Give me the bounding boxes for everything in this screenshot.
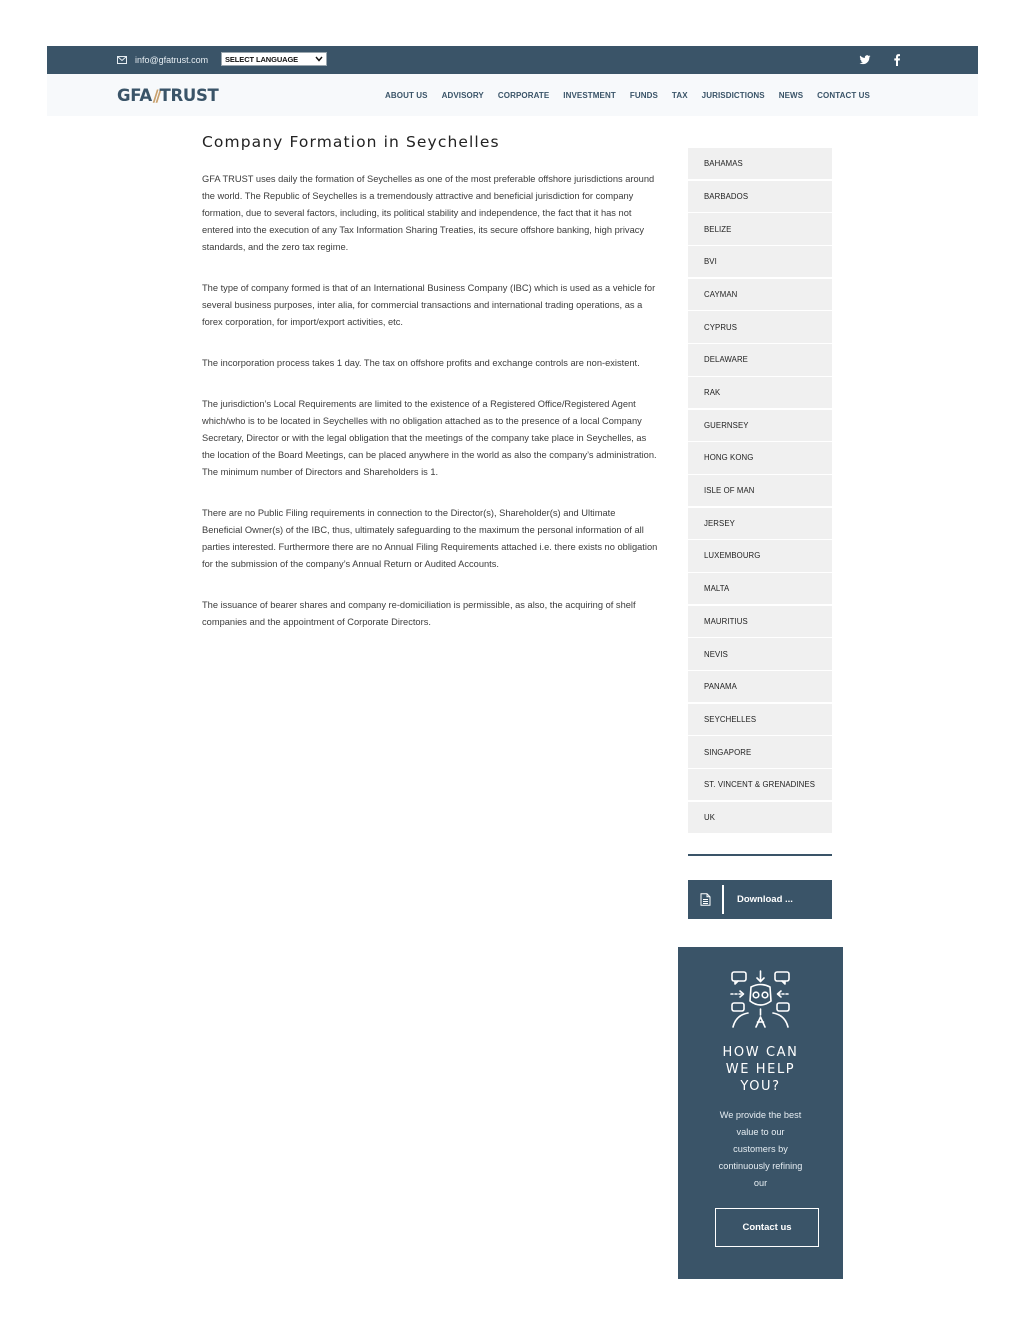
sidebar-divider <box>688 854 832 856</box>
logo-text-left: GFA <box>117 85 152 105</box>
jurisdiction-item[interactable]: GUERNSEY <box>688 410 832 441</box>
jurisdiction-item[interactable]: MALTA <box>688 573 832 604</box>
nav-tax[interactable]: TAX <box>671 90 688 100</box>
facebook-link[interactable] <box>893 53 901 71</box>
help-title: HOW CAN WE HELP YOU? <box>722 1045 799 1094</box>
main-header <box>47 74 978 116</box>
paragraph: The type of company formed is that of an International Business Company (IBC) which is used as a vehicle for several business purposes, inter alia, for commercial transactions and international trading operations, as a forex corporation, for import/export activities, etc. <box>202 283 656 327</box>
jurisdiction-item[interactable]: NEVIS <box>688 638 832 669</box>
jurisdiction-item[interactable]: CAYMAN <box>688 279 832 310</box>
jurisdiction-item[interactable]: SEYCHELLES <box>688 704 832 735</box>
jurisdiction-item[interactable]: JERSEY <box>688 508 832 539</box>
language-select-value: SELECT LANGUAGE <box>225 54 299 64</box>
nav-jurisdictions[interactable]: JURISDICTIONS <box>701 90 765 100</box>
paragraph: The issuance of bearer shares and company re-domiciliation is permissible, as also, the acquiring of shelf companies and the appointment of Corporate Directors. <box>202 600 636 627</box>
jurisdiction-item[interactable]: BELIZE <box>688 213 832 244</box>
nav-news[interactable]: NEWS <box>778 90 804 100</box>
nav-corporate[interactable]: CORPORATE <box>497 90 550 100</box>
jurisdiction-item[interactable]: BAHAMAS <box>688 148 832 179</box>
document-icon <box>700 893 711 906</box>
jurisdiction-item[interactable]: LUXEMBOURG <box>688 540 832 571</box>
logo-mark: // <box>152 85 159 105</box>
jurisdiction-item[interactable]: PANAMA <box>688 671 832 702</box>
jurisdiction-item[interactable]: UK <box>688 802 832 833</box>
jurisdiction-list <box>688 148 832 834</box>
paragraph: There are no Public Filing requirements in connection to the Director(s), Shareholder(s) and Ultimate Beneficial Owner(s) of the IBC, thus, ultimately safeguarding to the maximum the personal information of all parties interested. Furthermore there are no Annual Filing Requirements attached i.e. there exists no obligation for the submission of the company’s Annual Return or Audited Accounts. <box>202 508 658 569</box>
download-button[interactable] <box>688 880 832 919</box>
jurisdiction-item[interactable]: ST. VINCENT & GRENADINES <box>688 769 832 800</box>
contact-us-button[interactable]: Contact us <box>715 1208 819 1247</box>
jurisdiction-item[interactable]: BVI <box>688 246 832 277</box>
jurisdiction-item[interactable]: BARBADOS <box>688 181 832 212</box>
download-label: Download ... <box>737 894 793 905</box>
customer-support-icon <box>728 969 793 1031</box>
logo[interactable] <box>117 85 218 105</box>
jurisdiction-item[interactable]: CYPRUS <box>688 311 832 342</box>
help-box <box>678 947 843 1279</box>
help-text: We provide the best value to our customers by continuously refining our <box>718 1110 803 1188</box>
nav-about-us[interactable]: ABOUT US <box>385 90 428 100</box>
jurisdiction-item[interactable]: MAURITIUS <box>688 606 832 637</box>
main-nav <box>385 74 884 116</box>
paragraph: GFA TRUST uses daily the formation of Seychelles as one of the most preferable offshore jurisdictions around the world. The Republic of Seychelles is a tremendously attractive and beneficial jurisdiction for company formation, due to several factors, including, its political stability and independence, the fact that it has not entered into the execution of any Tax Information Sharing Treaties, its secure offshore banking, high privacy standards, and the zero tax regime. <box>202 174 655 252</box>
email-link[interactable] <box>117 46 208 74</box>
paragraph: The jurisdiction’s Local Requirements are limited to the existence of a Registered Office/Registered Agent which/who is to be located in Seychelles with no obligation attached as to the presence of a local Company Secretary, Director or with the legal obligation that the meetings of the company take place in Seychelles, as the location of the Board Meetings, can be placed anywhere in the world as also the company’s administration. The minimum number of Directors and Shareholders is 1. <box>202 399 657 477</box>
twitter-icon <box>859 54 871 66</box>
envelope-icon <box>117 56 127 64</box>
nav-advisory[interactable]: ADVISORY <box>441 90 484 100</box>
nav-contact-us[interactable]: CONTACT US <box>817 90 870 100</box>
chevron-down-icon <box>315 54 323 64</box>
document-icon-wrap <box>688 885 724 914</box>
jurisdiction-item[interactable]: ISLE OF MAN <box>688 475 832 506</box>
jurisdiction-item[interactable]: HONG KONG <box>688 442 832 473</box>
twitter-link[interactable] <box>859 53 871 71</box>
jurisdiction-item[interactable]: SINGAPORE <box>688 736 832 767</box>
email-text: info@gfatrust.com <box>135 55 209 65</box>
facebook-icon <box>893 54 901 66</box>
jurisdiction-item[interactable]: RAK <box>688 377 832 408</box>
jurisdiction-item[interactable]: DELAWARE <box>688 344 832 375</box>
language-select[interactable] <box>221 52 327 66</box>
top-bar <box>47 46 978 74</box>
page-title: Company Formation in Seychelles <box>202 133 500 151</box>
nav-funds[interactable]: FUNDS <box>629 90 658 100</box>
nav-investment[interactable]: INVESTMENT <box>563 90 616 100</box>
main-content <box>202 133 658 655</box>
paragraph: The incorporation process takes 1 day. The tax on offshore profits and exchange controls are non-existent. <box>202 358 640 368</box>
logo-text-right: TRUST <box>159 85 219 105</box>
